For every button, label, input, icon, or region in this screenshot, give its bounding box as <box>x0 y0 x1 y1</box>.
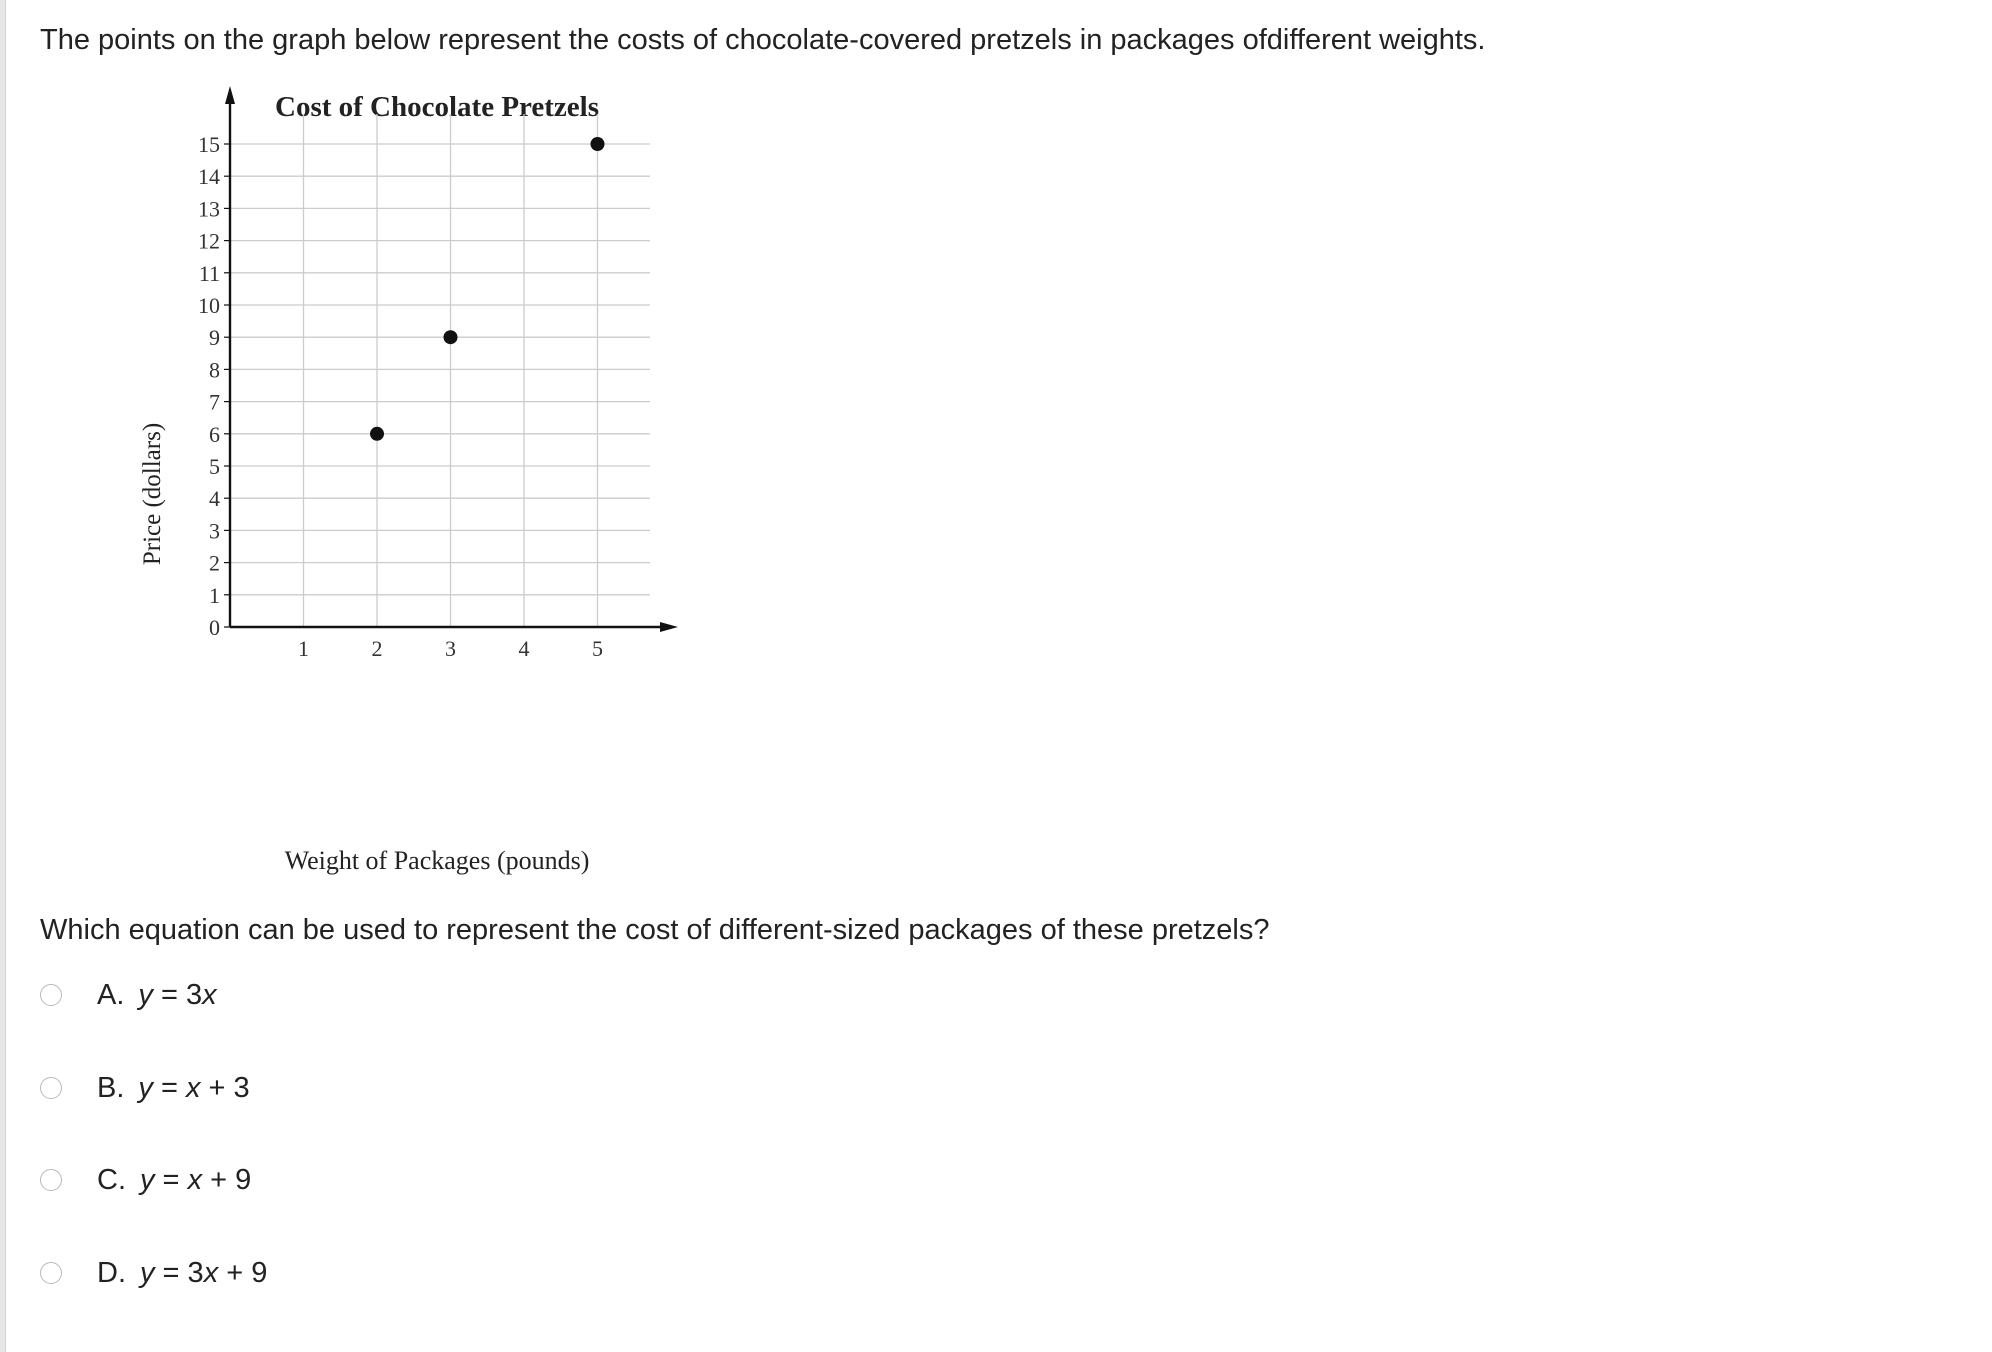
choice-equation <box>140 1164 251 1197</box>
y-tick-label: 6 <box>209 421 220 447</box>
data-point <box>370 427 384 441</box>
equation-variable: x <box>187 1163 203 1196</box>
equation-variable: x <box>185 1071 201 1104</box>
answer-choice-b[interactable] <box>40 1068 250 1108</box>
y-tick-label: 1 <box>209 582 220 608</box>
y-tick-label: 9 <box>209 325 220 351</box>
y-tick-label: 3 <box>209 518 220 544</box>
y-tick-label: 8 <box>209 357 220 383</box>
equation-variable: x <box>203 1256 219 1289</box>
y-tick-label: 5 <box>209 454 220 479</box>
radio-button[interactable] <box>40 984 62 1006</box>
choice-letter: B. <box>97 1071 125 1104</box>
y-tick-label: 10 <box>198 293 220 318</box>
choice-letter: D. <box>97 1256 126 1289</box>
data-point <box>591 137 605 151</box>
x-tick-labels <box>298 636 603 661</box>
x-axis-label: Weight of Packages (pounds) <box>284 846 590 875</box>
y-tick-label: 14 <box>198 164 220 190</box>
y-axis-label: Price (dollars) <box>139 422 166 566</box>
equation-text: = <box>154 1163 188 1196</box>
equation-text: = 3 <box>152 978 203 1011</box>
chart-title: Cost of Chocolate Pretzels <box>275 91 599 123</box>
y-tick-label: 13 <box>198 196 220 222</box>
x-tick-label: 1 <box>298 636 309 661</box>
y-axis-arrow <box>225 86 235 104</box>
x-axis-arrow <box>660 622 678 632</box>
answer-choice-c[interactable] <box>40 1160 251 1200</box>
y-tick-label: 7 <box>209 389 220 415</box>
equation-variable: y <box>140 1163 155 1196</box>
left-border <box>0 0 6 1352</box>
x-tick-label: 4 <box>518 636 530 661</box>
equation-variable: x <box>202 978 217 1011</box>
question-prompt: Which equation can be used to represent the cost of different-sized packages of these pretzels? <box>40 914 1270 946</box>
y-tick-labels <box>198 132 220 640</box>
y-tick-label: 15 <box>198 132 220 157</box>
equation-text: + 9 <box>218 1256 268 1289</box>
pretzel-cost-chart <box>120 82 680 882</box>
radio-button[interactable] <box>40 1262 62 1284</box>
answer-choice-a[interactable] <box>40 975 217 1015</box>
equation-variable: y <box>140 1256 155 1289</box>
y-tick-label: 12 <box>198 228 220 254</box>
question-stem: The points on the graph below represent the costs of chocolate-covered pretzels in packages ofdifferent weights. <box>40 24 1486 56</box>
y-tick-label: 2 <box>209 550 220 576</box>
equation-variable: y <box>138 1071 153 1104</box>
choice-equation <box>138 979 216 1012</box>
choice-equation <box>140 1257 267 1290</box>
y-tick-label: 0 <box>209 615 220 640</box>
y-tick-label: 4 <box>209 486 220 512</box>
choice-letter: C. <box>97 1163 126 1196</box>
data-point <box>444 330 458 344</box>
grid-lines <box>230 114 650 627</box>
radio-button[interactable] <box>40 1077 62 1099</box>
x-tick-label: 3 <box>445 636 456 661</box>
equation-text: + 9 <box>202 1163 252 1196</box>
data-points <box>370 137 605 441</box>
x-tick-label: 5 <box>592 636 603 661</box>
radio-button[interactable] <box>40 1169 62 1191</box>
x-tick-label: 2 <box>371 636 383 661</box>
equation-text: = 3 <box>154 1256 204 1289</box>
choice-equation <box>138 1072 249 1105</box>
y-tick-label: 11 <box>198 260 220 286</box>
equation-variable: y <box>138 978 153 1011</box>
answer-choice-d[interactable] <box>40 1253 267 1293</box>
equation-text: = <box>152 1071 186 1104</box>
choice-letter: A. <box>97 978 125 1011</box>
equation-text: + 3 <box>200 1071 250 1104</box>
